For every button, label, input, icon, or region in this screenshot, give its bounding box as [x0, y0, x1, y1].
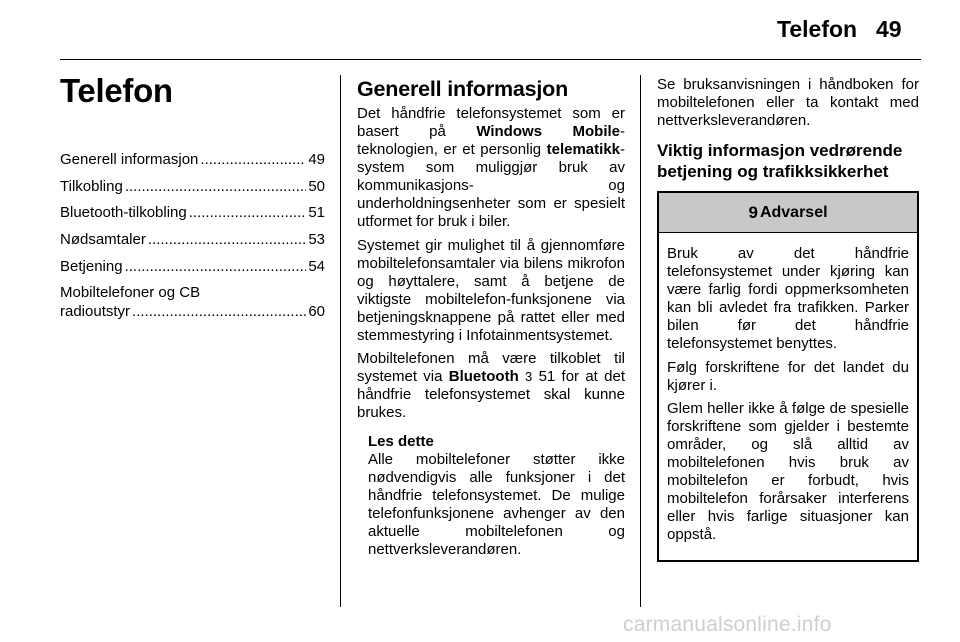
toc-leader-dots: [148, 230, 306, 249]
toc-leader-dots: [189, 203, 307, 222]
column-divider-1: [340, 75, 341, 607]
term-windows-mobile: Windows Mobile: [476, 123, 620, 140]
column-general-information: [357, 76, 625, 559]
toc-leader-dots: [132, 302, 306, 321]
toc-entry-mobiltelefoner-og-cb[interactable]: [60, 283, 325, 321]
note-block: [368, 433, 625, 559]
text-run: -teknologien, er et personlig: [357, 123, 625, 158]
term-bluetooth: Bluetooth: [448, 368, 519, 386]
toc-page: 60: [308, 303, 325, 321]
toc-leader-dots: [200, 150, 306, 169]
paragraph-intro: [357, 105, 625, 231]
warning-body: [659, 233, 917, 560]
paragraph-bluetooth: [357, 350, 625, 422]
warning-paragraph: Bruk av det håndfrie telefonsystemet under kjøring kan være farlig fordi oppmerksomheten kan bli avledet fra trafikken. Parker bilen før det håndfrie telefonsystemet benyttes.: [667, 245, 909, 352]
warning-title: Advarsel: [759, 203, 828, 221]
toc-label: Betjening: [60, 257, 123, 275]
note-text: Alle mobiltelefoner støtter ikke nødvendigvis alle funksjoner i det håndfrie telefonsystemet. De mulige telefonfunksjonene avhenger av den aktuelle mobiltelefonen og nettverksleverandøren.: [368, 451, 625, 559]
text-run: -system som muliggjør bruk av kommunikasjons- og underholdningsenheter som er spesielt utformet for bruk i biler.: [357, 141, 625, 230]
running-header-title: Telefon: [777, 16, 858, 42]
sub-heading: Viktig informasjon vedrørende betjening og trafikksikkerhet: [657, 141, 903, 181]
paragraph-system: Systemet gir mulighet til å gjennomføre mobiltelefonsamtaler via bilens mikrofon og høyttalere, samt å betjene de viktigste mobiltelefon-funksjonene via betjeningsknappene på rattet eller med stemmestyring i Infotainmentsystemet.: [357, 236, 625, 344]
toc-label: Nødsamtaler: [60, 231, 146, 249]
toc-label: Tilkobling: [60, 177, 123, 195]
toc-leader-dots: [125, 177, 307, 196]
toc-page: 49: [308, 151, 325, 168]
toc-label: Bluetooth-tilkobling: [60, 204, 187, 222]
chapter-title: Telefon: [60, 72, 173, 109]
toc-entry-generell-informasjon[interactable]: [60, 150, 325, 169]
term-telematikk: telematikk: [546, 141, 620, 158]
toc-entry-tilkobling[interactable]: [60, 177, 325, 196]
header-divider: [60, 59, 921, 60]
toc-page: 51: [308, 204, 325, 222]
page-reference-arrow-icon[interactable]: 3: [525, 369, 533, 385]
column-divider-2: [640, 75, 641, 607]
toc-leader-dots: [125, 257, 307, 276]
toc-page: 53: [308, 231, 325, 249]
toc-label: Generell informasjon: [60, 151, 199, 168]
watermark: carmanualsonline.info: [623, 613, 832, 636]
column-safety-information: [657, 76, 919, 562]
page-number: 49: [876, 16, 902, 42]
text-run: 51 for at det håndfrie telefonsystemet skal kunne brukes.: [357, 368, 625, 422]
table-of-contents: [60, 150, 325, 329]
toc-page: 50: [308, 177, 325, 195]
section-heading: Generell informasjon: [357, 77, 569, 101]
warning-box: [657, 191, 919, 562]
toc-label-line1: Mobiltelefoner og CB: [60, 284, 201, 302]
text-run: Mobiltelefonen må være tilkoblet til systemet via: [357, 350, 625, 386]
toc-entry-nodsamtaler[interactable]: [60, 230, 325, 249]
paragraph-manual-reference: Se bruksanvisningen i håndboken for mobiltelefonen eller ta kontakt med nettverksleverandøren.: [657, 76, 919, 129]
note-heading: Les dette: [368, 433, 434, 451]
warning-paragraph: Følg forskriftene for det landet du kjører i.: [667, 358, 909, 394]
warning-triangle-icon: 9: [748, 202, 758, 222]
toc-page: 54: [308, 257, 325, 275]
toc-entry-betjening[interactable]: [60, 257, 325, 276]
toc-label: radioutstyr: [60, 303, 131, 321]
warning-header: [659, 193, 917, 233]
toc-entry-bluetooth-tilkobling[interactable]: [60, 203, 325, 222]
warning-paragraph: Glem heller ikke å følge de spesielle forskriftene som gjelder i bestemte områder, og slå alltid av mobiltelefonen hvis bruk av mobiltelefon er forbudt, hvis mobiltelefon forårsaker interferens eller hvis farlige situasjoner kan oppstå.: [667, 400, 909, 543]
text-run: Det håndfrie telefonsystemet som er basert på: [357, 105, 625, 140]
